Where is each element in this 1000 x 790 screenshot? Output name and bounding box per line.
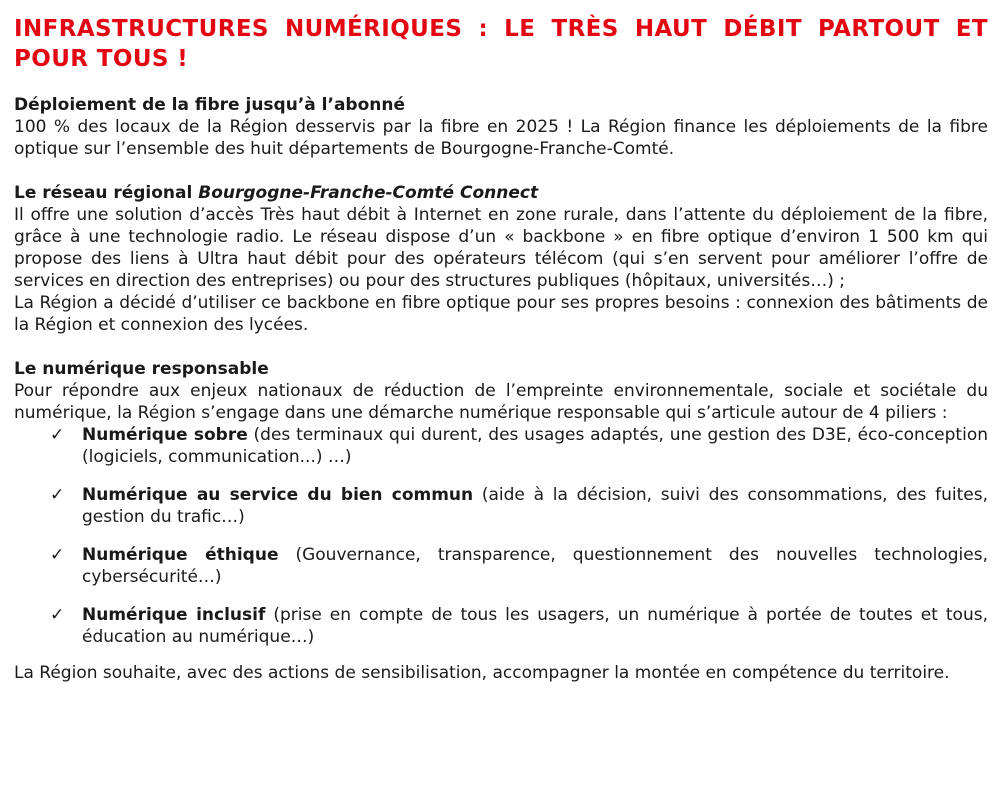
- check-icon: ✓: [50, 425, 65, 445]
- pillar-desc: (aide à la décision, suivi des consommations, des fuites, gestion du trafic…): [82, 485, 988, 527]
- section-title-reseau-emph: Bourgogne-Franche-Comté Connect: [198, 183, 539, 203]
- pillar-term: Numérique éthique: [82, 545, 279, 565]
- pillar-term: Numérique sobre: [82, 425, 248, 445]
- section-title-fibre: Déploiement de la fibre jusqu’à l’abonné: [14, 95, 406, 115]
- section-title-reseau-prefix: Le réseau régional: [14, 183, 199, 203]
- paragraph-fibre: 100 % des locaux de la Région desservis par la fibre en 2025 ! La Région finance les déploiements de la fibre optique sur l’ensemble des huit départements de Bourgogne-Franche-Comté.: [14, 117, 988, 159]
- pillar-desc: (prise en compte de tous les usagers, un numérique à portée de toutes et tous, éducation au numérique…): [82, 605, 988, 647]
- pillar-term: Numérique inclusif: [82, 605, 266, 625]
- paragraph-responsable-intro: Pour répondre aux enjeux nationaux de réduction de l’empreinte environnementale, sociale et sociétale du numérique, la Région s’engage dans une démarche numérique responsable qui s’articule autour de 4 piliers :: [14, 381, 988, 423]
- section-title-responsable: Le numérique responsable: [14, 359, 269, 379]
- list-item: [14, 604, 988, 648]
- pillar-desc: (des terminaux qui durent, des usages adaptés, une gestion des D3E, éco-conception (logiciels, communication...) …): [82, 425, 988, 467]
- paragraph-conclusion: La Région souhaite, avec des actions de sensibilisation, accompagner la montée en compétence du territoire.: [14, 663, 950, 683]
- section-reseau: [14, 182, 988, 336]
- section-title-reseau: [14, 182, 988, 204]
- check-icon: ✓: [50, 605, 65, 625]
- page-title: INFRASTRUCTURES NUMÉRIQUES : LE TRÈS HAUT DÉBIT PARTOUT ET POUR TOUS !: [14, 16, 988, 72]
- pillar-term: Numérique au service du bien commun: [82, 485, 474, 505]
- paragraph-reseau-1: Il offre une solution d’accès Très haut débit à Internet en zone rurale, dans l’attente du déploiement de la fibre, grâce à une technologie radio. Le réseau dispose d’un « backbone » en fibre optique d’environ 1 500 km qui propose des liens à Ultra haut débit pour des opérateurs télécom (qui s’en servent pour améliorer l’offre de services en direction des entreprises) ou pour des structures publiques (hôpitaux, universités…) ;: [14, 205, 988, 291]
- pillars-list: [14, 424, 988, 648]
- pillar-desc: (Gouvernance, transparence, questionnement des nouvelles technologies, cybersécurité…): [82, 545, 988, 587]
- list-item: [14, 424, 988, 468]
- section-responsable: [14, 358, 988, 684]
- paragraph-reseau-2: La Région a décidé d’utiliser ce backbone en fibre optique pour ses propres besoins : connexion des bâtiments de la Région et connexion des lycées.: [14, 293, 988, 335]
- check-icon: ✓: [50, 485, 65, 505]
- list-item: [14, 544, 988, 588]
- list-item: [14, 484, 988, 528]
- check-icon: ✓: [50, 545, 65, 565]
- section-fibre: [14, 94, 988, 160]
